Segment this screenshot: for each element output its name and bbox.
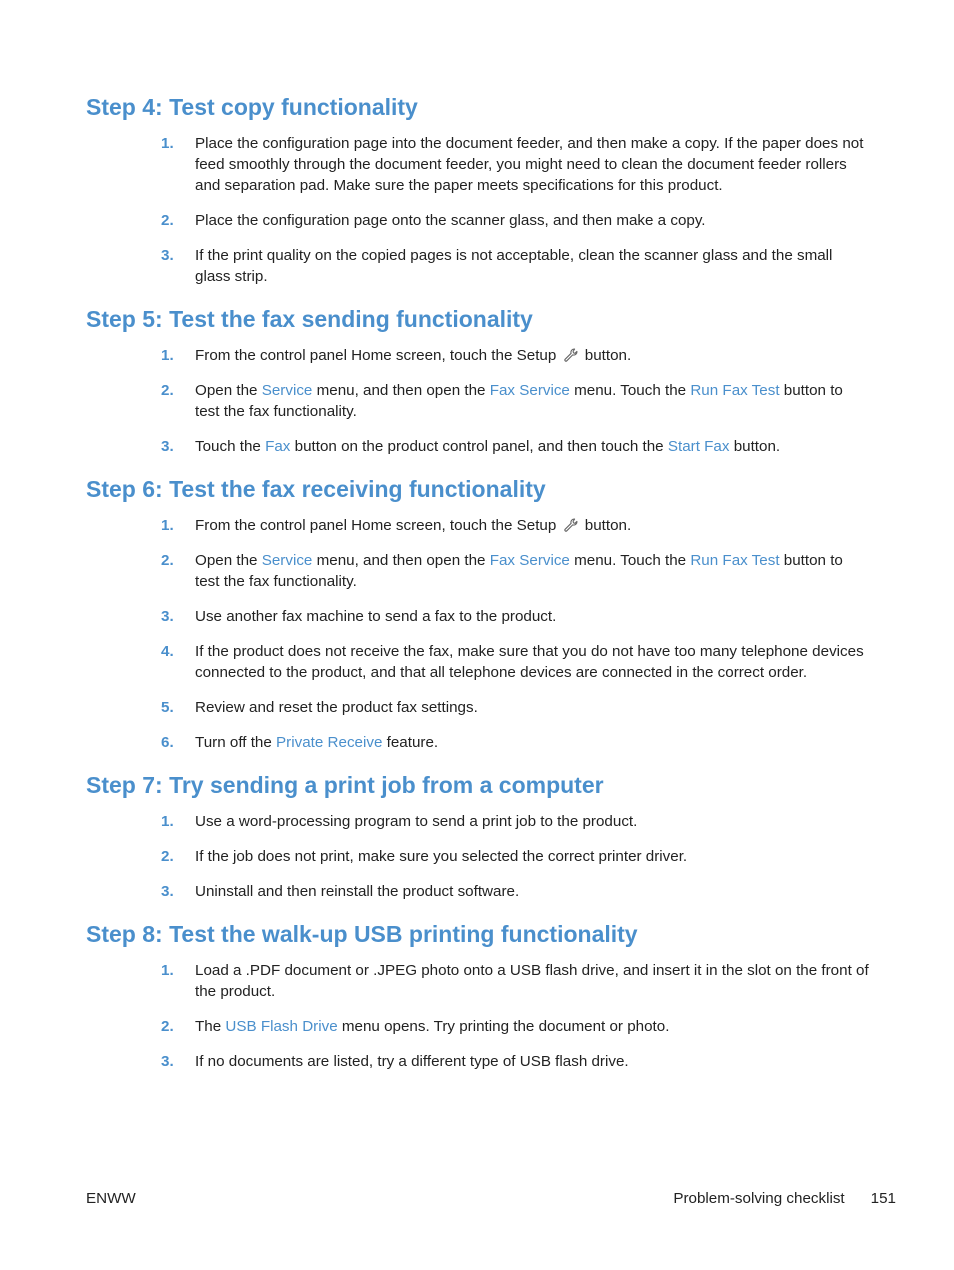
ui-control-name: Fax Service — [489, 382, 570, 399]
step-number: 3. — [161, 1053, 174, 1070]
step-list — [86, 133, 870, 287]
step-item — [86, 380, 870, 422]
step-item — [86, 345, 870, 366]
section-heading: Step 5: Test the fax sending functionality — [86, 306, 533, 332]
ui-control-name: Start Fax — [667, 438, 730, 455]
section-heading: Step 8: Test the walk-up USB printing functionality — [86, 921, 638, 947]
step-list — [86, 960, 870, 1072]
document-body — [86, 92, 870, 1089]
step-number: 1. — [161, 135, 174, 152]
step-number: 1. — [161, 813, 174, 830]
step-text: If no documents are listed, try a different type of USB flash drive. — [195, 1053, 629, 1070]
step-item — [86, 641, 870, 683]
step-text: button to test the fax functionality. — [195, 382, 843, 420]
step-item — [86, 515, 870, 536]
step-number: 1. — [161, 347, 174, 364]
step-number: 3. — [161, 608, 174, 625]
step-item — [86, 133, 870, 196]
step-item — [86, 606, 870, 627]
ui-control-name: Fax Service — [489, 552, 570, 569]
step-list — [86, 345, 870, 457]
step-number: 2. — [161, 848, 174, 865]
step-number: 6. — [161, 734, 174, 751]
ui-control-name: Service — [261, 382, 313, 399]
step-item — [86, 811, 870, 832]
wrench-icon — [563, 517, 579, 531]
step-text: menu, and then open the — [312, 382, 490, 399]
step-text: Use another fax machine to send a fax to the product. — [195, 608, 557, 625]
footer-label: ENWW — [86, 1190, 136, 1207]
section-step — [86, 304, 870, 457]
step-text: From the control panel Home screen, touch the Setup — [195, 347, 561, 364]
step-number: 2. — [161, 382, 174, 399]
step-text: Place the configuration page onto the scanner glass, and then make a copy. — [195, 212, 706, 229]
section-step — [86, 770, 870, 902]
step-text: button. — [729, 438, 781, 455]
footer-section-name: Problem-solving checklist — [673, 1190, 845, 1207]
section-heading: Step 6: Test the fax receiving functionality — [86, 476, 546, 502]
section-step — [86, 474, 870, 753]
step-text: If the job does not print, make sure you selected the correct printer driver. — [195, 848, 688, 865]
ui-control-name: Service — [261, 552, 313, 569]
step-number: 2. — [161, 212, 174, 229]
step-text: Use a word-processing program to send a print job to the product. — [195, 813, 638, 830]
step-item — [86, 210, 870, 231]
step-number: 3. — [161, 247, 174, 264]
step-text: button. — [580, 347, 632, 364]
step-text: If the print quality on the copied pages is not acceptable, clean the scanner glass and the small glass strip. — [195, 247, 833, 285]
step-number: 3. — [161, 438, 174, 455]
step-item — [86, 732, 870, 753]
step-item — [86, 1051, 870, 1072]
step-item — [86, 550, 870, 592]
step-number: 5. — [161, 699, 174, 716]
step-number: 4. — [161, 643, 174, 660]
section-step — [86, 919, 870, 1072]
step-text: menu. Touch the — [569, 382, 691, 399]
step-item — [86, 846, 870, 867]
step-item — [86, 436, 870, 457]
step-number: 2. — [161, 1018, 174, 1035]
section-step — [86, 92, 870, 287]
ui-control-name: Run Fax Test — [690, 382, 780, 399]
step-number: 1. — [161, 517, 174, 534]
step-list — [86, 515, 870, 753]
step-item — [86, 1016, 870, 1037]
step-text: Place the configuration page into the document feeder, and then make a copy. If the paper does not feed smoothly through the document feeder, you might need to clean the document feeder rollers and separation pad. Make sure the paper meets specifications for this product. — [195, 135, 864, 194]
footer-right — [673, 1188, 896, 1209]
step-text: The — [195, 1018, 226, 1035]
step-text: button on the product control panel, and then touch the — [290, 438, 668, 455]
step-text: Review and reset the product fax settings. — [195, 699, 478, 716]
step-text: Open the — [195, 382, 262, 399]
section-heading: Step 4: Test copy functionality — [86, 94, 418, 120]
step-text: button to test the fax functionality. — [195, 552, 843, 590]
page-number: 151 — [870, 1190, 896, 1207]
step-number: 2. — [161, 552, 174, 569]
step-number: 3. — [161, 883, 174, 900]
step-text: menu, and then open the — [312, 552, 490, 569]
section-heading: Step 7: Try sending a print job from a computer — [86, 772, 604, 798]
step-text: From the control panel Home screen, touch the Setup — [195, 517, 561, 534]
step-number: 1. — [161, 962, 174, 979]
step-item — [86, 245, 870, 287]
step-text: menu. Touch the — [569, 552, 691, 569]
step-list — [86, 811, 870, 902]
wrench-icon — [563, 347, 579, 361]
step-text: If the product does not receive the fax, make sure that you do not have too many telephone devices connected to the product, and that all telephone devices are connected in the correct order. — [195, 643, 864, 681]
step-text: Load a .PDF document or .JPEG photo onto a USB flash drive, and insert it in the slot on the front of the product. — [195, 962, 869, 1000]
step-text: Touch the — [195, 438, 266, 455]
ui-control-name: USB Flash Drive — [225, 1018, 338, 1035]
ui-control-name: Private Receive — [276, 734, 383, 751]
step-text: Open the — [195, 552, 262, 569]
step-text: feature. — [382, 734, 439, 751]
step-item — [86, 960, 870, 1002]
step-text: button. — [580, 517, 632, 534]
step-text: menu opens. Try printing the document or photo. — [337, 1018, 670, 1035]
ui-control-name: Run Fax Test — [690, 552, 780, 569]
step-text: Uninstall and then reinstall the product software. — [195, 883, 520, 900]
step-item — [86, 881, 870, 902]
ui-control-name: Fax — [265, 438, 291, 455]
step-text: Turn off the — [195, 734, 277, 751]
step-item — [86, 697, 870, 718]
